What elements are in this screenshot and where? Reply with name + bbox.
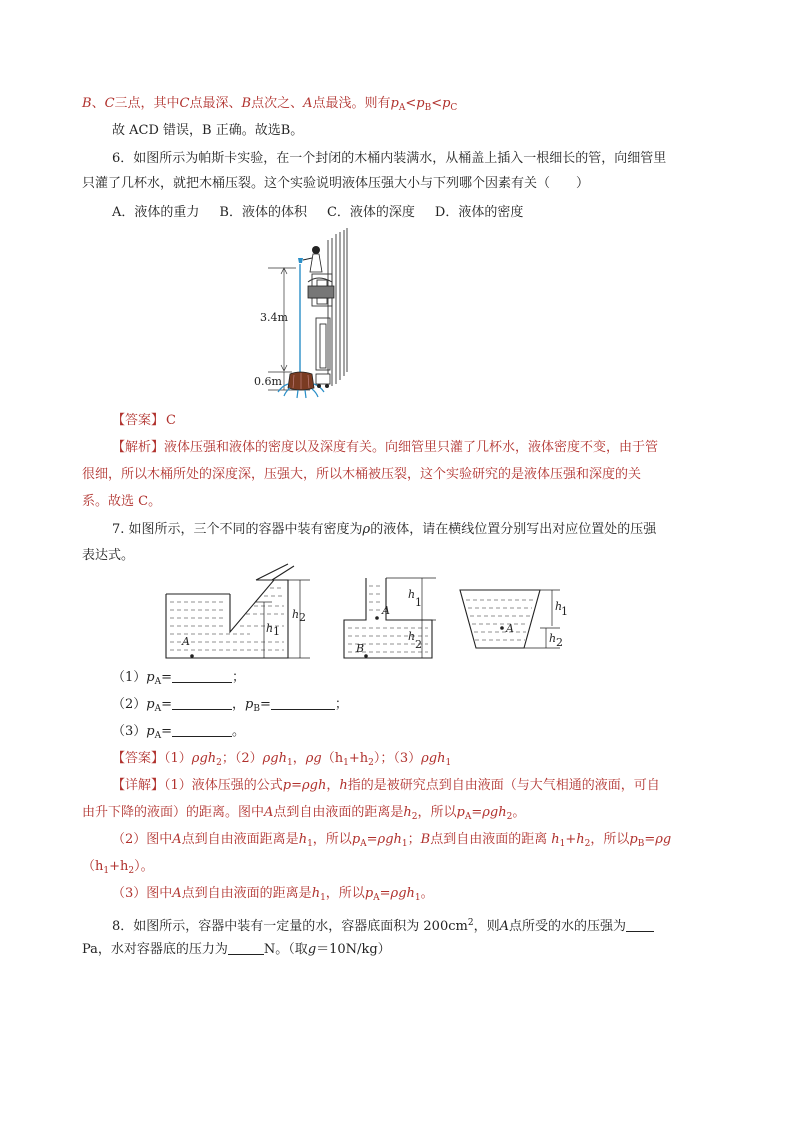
svg-text:2: 2 <box>415 638 422 651</box>
q6-analysis-line2: 很细，所以木桶所处的深度深，压强大，所以木桶被压裂，这个实验研究的是液体压强和深度的关 <box>82 467 642 482</box>
q7-detail-line5: （3）图中A点到自由液面的距离是$h_1$，所以$p_A=\rho gh_1$。 <box>112 886 434 903</box>
answer-blank-3[interactable] <box>172 722 232 737</box>
answer-blank-pressure[interactable] <box>626 917 654 932</box>
q5-choice-line: 故 ACD 错误，B 正确。故选B。 <box>112 123 304 138</box>
q7-detail-line4: $(h_1+h_2)$。 <box>82 859 154 876</box>
svg-text:h: h <box>408 630 416 643</box>
q6-option-a: A．液体的重力 <box>112 205 200 220</box>
q7-containers-figure <box>160 570 580 662</box>
q6-option-c: C．液体的深度 <box>326 205 415 220</box>
height-label-barrel: 0.6m <box>254 375 282 388</box>
svg-text:1: 1 <box>415 596 422 609</box>
height-label-pipe: 3.4m <box>260 311 288 324</box>
q6-option-d: D．液体的密度 <box>434 205 524 220</box>
q8-question-line2: Pa，水对容器底的压力为 N。（取g＝10N/kg） <box>82 942 391 957</box>
point-a-label-1: A <box>182 635 190 648</box>
q6-question-line1: 6．如图所示为帕斯卡实验，在一个封闭的木桶内装满水，从桶盖上插入一根细长的管，向细管里 <box>112 151 667 166</box>
q6-options <box>112 203 523 223</box>
q7-item-2: $(2)p_A=$ ，$p_B=$ ； <box>112 697 348 714</box>
q7-item-1: $(1)p_A=$ ； <box>112 670 246 687</box>
q8-question-line1: 8．如图所示，容器中装有一定量的水，容器底面积为 $200cm^2$，则A点所受的水的压强为 <box>112 913 654 937</box>
q6-analysis-line1: 【解析】液体压强和液体的密度以及深度有关。向细管里只灌了几杯水，液体密度不变，由于管 <box>112 440 659 455</box>
svg-text:1: 1 <box>273 625 280 638</box>
q7-item-3: $(3)p_A=$ 。 <box>112 724 246 741</box>
svg-text:h: h <box>408 588 416 601</box>
answer-tag: 【答案】 <box>112 413 165 428</box>
q6-analysis-line3: 系。故选 C。 <box>82 494 162 509</box>
svg-text:h: h <box>555 600 563 613</box>
q5-conclusion-line: B、C三点，其中C点最深、B点次之、A点最浅。则有$p_A<p_B<p_C$ <box>82 96 458 113</box>
q7-question-line2: 表达式。 <box>82 548 135 563</box>
q6-answer: 【答案】 C <box>112 413 176 428</box>
detail-tag: 【详解】 <box>112 778 165 793</box>
svg-text:2: 2 <box>299 611 306 624</box>
q7-detail-line2: 由升下降的液面）的距离。图中A点到自由液面的距离是$h_2$，所以$p_A=\rho gh_2$。 <box>82 805 526 822</box>
q6-question-line2: 只灌了几杯水，就把木桶压裂。这个实验说明液体压强大小与下列哪个因素有关（ ） <box>82 176 590 191</box>
answer-blank-force[interactable] <box>228 940 264 955</box>
answer-blank-2b[interactable] <box>271 695 335 710</box>
q6-option-b: B．液体的体积 <box>219 205 307 220</box>
svg-text:h: h <box>266 622 274 635</box>
point-a-label-2: A <box>382 604 390 617</box>
pascal-barrel-figure <box>250 228 360 400</box>
answer-blank-2a[interactable] <box>172 695 232 710</box>
point-b-label-2: B <box>356 642 365 655</box>
answer-blank-1[interactable] <box>172 668 232 683</box>
svg-text:h: h <box>549 632 557 645</box>
point-b-label: B <box>82 96 92 111</box>
svg-text:h: h <box>292 608 300 621</box>
analysis-tag: 【解析】 <box>112 440 165 455</box>
point-a-label-3: A <box>506 622 514 635</box>
q7-answer: 【答案】（1）ρgh$_2$；（2）ρgh$_1$，$\rho g(h_1+h_2)$；（3）ρgh$_1$ <box>112 751 452 768</box>
q7-detail-line3: （2）图中A点到自由液面距离是$h_1$，所以$p_A=\rho gh_1$；B点到自由液面的距离 $h_1+h_2$，所以$p_B=\rho g$ <box>112 832 672 849</box>
svg-text:1: 1 <box>561 605 568 618</box>
answer-tag: 【答案】 <box>112 751 165 766</box>
q7-detail-line1: 【详解】（1）液体压强的公式p=ρgh，h指的是被研究点到自由液面（与大气相通的液面，可自 <box>112 778 660 793</box>
svg-text:2: 2 <box>556 636 563 649</box>
q7-question-line1: 7. 如图所示，三个不同的容器中装有密度为ρ的液体，请在横线位置分别写出对应位置处的压强 <box>112 522 657 537</box>
